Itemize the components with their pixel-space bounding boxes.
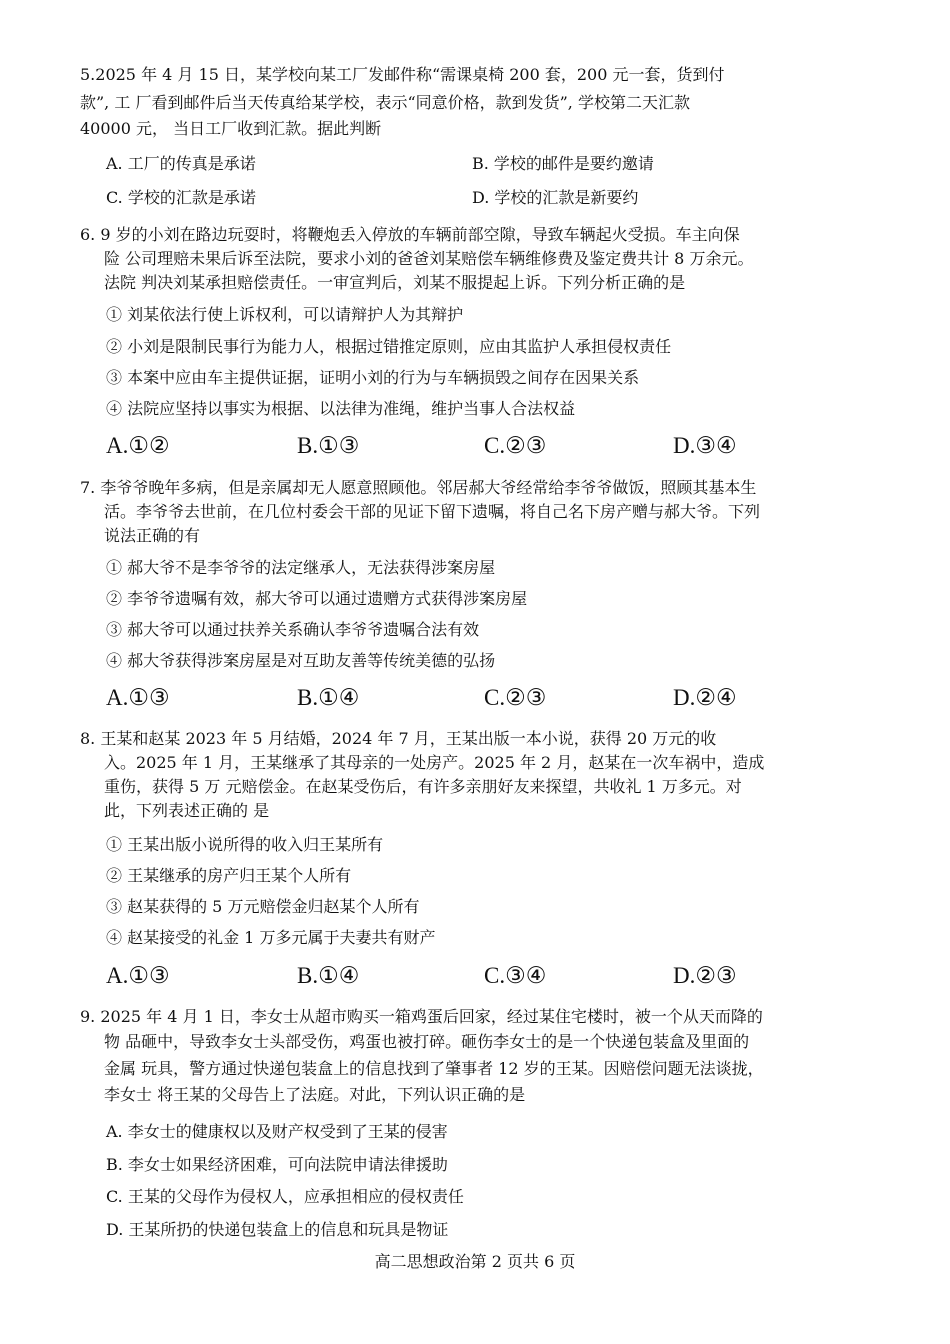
question-6-line-3: 法院 判决刘某承担赔偿责任。一审宣判后，刘某不服提起上诉。下列分析正确的是 <box>104 273 686 292</box>
question-8-item-3: ③ 赵某获得的 5 万元赔偿金归赵某个人所有 <box>106 897 420 916</box>
question-9-option-b: B. 李女士如果经济困难，可向法院申请法律援助 <box>106 1155 448 1174</box>
question-9-option-d: D. 王某所扔的快递包装盒上的信息和玩具是物证 <box>106 1220 449 1239</box>
question-9-option-a: A. 李女士的健康权以及财产权受到了王某的侵害 <box>106 1122 448 1141</box>
question-6-line-1: 6. 9 岁的小刘在路边玩耍时，将鞭炮丢入停放的车辆前部空隙，导致车辆起火受损。车主向保 <box>80 225 740 244</box>
question-6-item-4: ④ 法院应坚持以事实为根据、以法律为准绳，维护当事人合法权益 <box>106 399 576 418</box>
question-8-item-2: ② 王某继承的房产归王某个人所有 <box>106 866 352 885</box>
question-5-line-1: 5.2025 年 4 月 15 日，某学校向某工厂发邮件称“需课桌椅 200 套，200 元一套，货到付 <box>80 65 725 84</box>
question-9-line-4: 李女士 将王某的父母告上了法庭。对此，下列认识正确的是 <box>104 1085 526 1104</box>
question-6-choice-b: B.①③ <box>297 433 360 458</box>
question-5-option-c: C. 学校的汇款是承诺 <box>106 188 256 207</box>
question-8-choice-a: A.①③ <box>106 963 170 988</box>
question-9-line-2: 物 品砸中，导致李女士头部受伤，鸡蛋也被打碎。砸伤李女士的是一个快递包装盒及里面的 <box>104 1032 750 1051</box>
question-6-choice-a: A.①② <box>106 433 170 458</box>
question-8-item-4: ④ 赵某接受的礼金 1 万多元属于夫妻共有财产 <box>106 928 436 947</box>
page-footer: 高二思想政治第 2 页共 6 页 <box>374 1252 576 1271</box>
question-7-line-1: 7. 李爷爷晚年多病，但是亲属却无人愿意照顾他。邻居郝大爷经常给李爷爷做饭，照顾其基本生 <box>80 478 757 497</box>
question-7-item-2: ② 李爷爷遗嘱有效，郝大爷可以通过遗赠方式获得涉案房屋 <box>106 589 528 608</box>
question-7-item-3: ③ 郝大爷可以通过扶养关系确认李爷爷遗嘱合法有效 <box>106 620 480 639</box>
question-5-option-a: A. 工厂的传真是承诺 <box>106 154 256 173</box>
question-5-option-b: B. 学校的邮件是要约邀请 <box>472 154 654 173</box>
question-6-line-2: 险 公司理赔未果后诉至法院，要求小刘的爸爸刘某赔偿车辆维修费及鉴定费共计 8 万余元。 <box>104 249 754 268</box>
question-7-choice-a: A.①③ <box>106 685 170 710</box>
question-6-item-1: ① 刘某依法行使上诉权利，可以请辩护人为其辩护 <box>106 305 464 324</box>
question-7-item-1: ① 郝大爷不是李爷爷的法定继承人，无法获得涉案房屋 <box>106 558 496 577</box>
question-7-choice-d: D.②④ <box>673 685 737 710</box>
question-7-line-3: 说法正确的有 <box>104 526 201 545</box>
question-7-item-4: ④ 郝大爷获得涉案房屋是对互助友善等传统美德的弘扬 <box>106 651 496 670</box>
question-6-choice-c: C.②③ <box>484 433 547 458</box>
question-8-line-2: 入。2025 年 1 月，王某继承了其母亲的一处房产。2025 年 2 月，赵某在一次车祸中，造成 <box>104 753 765 772</box>
question-5-line-3: 40000 元， 当日工厂收到汇款。据此判断 <box>80 119 382 138</box>
question-5-option-d: D. 学校的汇款是新要约 <box>472 188 639 207</box>
question-8-choice-b: B.①④ <box>297 963 360 988</box>
question-6-choice-d: D.③④ <box>673 433 737 458</box>
question-9-line-1: 9. 2025 年 4 月 1 日，李女士从超市购买一箱鸡蛋后回家，经过某住宅楼时，被一个从天而降的 <box>80 1007 763 1026</box>
question-9-line-3: 金属 玩具，警方通过快递包装盒上的信息找到了肇事者 12 岁的王某。因赔偿问题无法谈拢， <box>104 1059 764 1078</box>
question-8-choice-d: D.②③ <box>673 963 737 988</box>
question-5-line-2: 款”, 工 厂看到邮件后当天传真给某学校，表示“同意价格，款到发货”, 学校第二天汇款 <box>80 93 690 112</box>
question-7-choice-b: B.①④ <box>297 685 360 710</box>
question-9-option-c: C. 王某的父母作为侵权人，应承担相应的侵权责任 <box>106 1187 464 1206</box>
question-7-choice-c: C.②③ <box>484 685 547 710</box>
question-6-item-2: ② 小刘是限制民事行为能力人，根据过错推定原则，应由其监护人承担侵权责任 <box>106 337 672 356</box>
question-8-line-3: 重伤，获得 5 万 元赔偿金。在赵某受伤后，有许多亲朋好友来探望，共收礼 1 万多元。对 <box>104 777 742 796</box>
question-7-line-2: 活。李爷爷去世前，在几位村委会干部的见证下留下遗嘱，将自己名下房产赠与郝大爷。下列 <box>104 502 761 521</box>
question-8-item-1: ① 王某出版小说所得的收入归王某所有 <box>106 835 384 854</box>
question-8-line-4: 此，下列表述正确的 是 <box>104 801 270 820</box>
question-8-line-1: 8. 王某和赵某 2023 年 5 月结婚，2024 年 7 月，王某出版一本小说，获得 20 万元的收 <box>80 729 717 748</box>
question-6-item-3: ③ 本案中应由车主提供证据，证明小刘的行为与车辆损毁之间存在因果关系 <box>106 368 640 387</box>
question-8-choice-c: C.③④ <box>484 963 547 988</box>
